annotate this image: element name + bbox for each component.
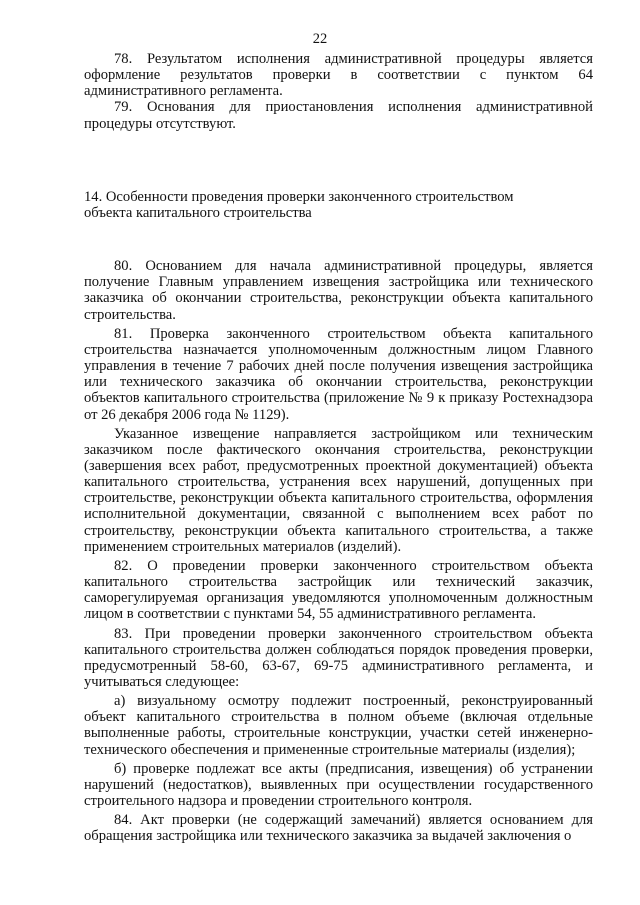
paragraph-78: 78. Результатом исполнения административной процедуры является оформление результатов проверки в соответствии с пунктом 64 административного регламента. [84,51,593,100]
paragraph-82: 82. О проведении проверки законченного строительством объекта капитального строительства застройщик или технический заказчик, саморегулируемая организация уведомляются уполномоченным должностным лицом в соответствии с пунктами 54, 55 административного регламента. [84,557,593,623]
section-heading-line-1: 14. Особенности проведения проверки законченного строительством [84,188,514,205]
paragraph-81: 81. Проверка законченного строительством объекта капитального строительства назначается уполномоченным должностным лицом Главного управления в течение 7 рабочих дней после получения извещения застройщика или технического заказчика об окончании строительства, реконструкции объектов капитального строительства (приложение № 9 к приказу Ростехнадзора от 26 декабря 2006 года № 1129). [84,325,593,423]
paragraph-79: 79. Основания для приостановления исполнения административной процедуры отсутствуют. [84,99,593,132]
section-heading-line-2: объекта капитального строительства [84,204,312,221]
page-number: 22 [312,31,328,47]
section-heading [84,189,593,221]
paragraph-80: 80. Основанием для начала административной процедуры, является получение Главным управлением извещения застройщика или технического заказчика об окончании строительства, реконструкции объекта капитального строительства. [84,258,593,323]
paragraph-83-a: а) визуальному осмотру подлежит построенный, реконструированный объект капитального строительства в полном объеме (включая отдельные выполненные работы, строительные конструкции, участки сетей инженерно-технического обеспечения и примененные строительные материалы (изделия); [84,693,593,758]
document-body [84,51,593,845]
paragraph-83: 83. При проведении проверки законченного строительством объекта капитального строительства должен соблюдаться порядок проведения проверки, предусмотренный 58-60, 63-67, 69-75 административного регламента, и учитываться следующее: [84,625,593,690]
paragraph-84: 84. Акт проверки (не содержащий замечаний) является основанием для обращения застройщика или технического заказчика за выдачей заключения о [84,812,593,845]
paragraph-83-b: б) проверке подлежат все акты (предписания, извещения) об устранении нарушений (недостатков), выявленных при осуществлении государственного строительного надзора и проведении строительного контроля. [84,760,593,810]
paragraph-81-notice: Указанное извещение направляется застройщиком или техническим заказчиком после фактического окончания строительства, реконструкции (завершения всех работ, предусмотренных проектной документацией) объекта капитального строительства, устранения всех нарушений, допущенных при строительстве, реконструкции объекта капитального строительства, оформления исполнительной документации, связанной с выполнением всех работ по строительству, реконструкции объекта капитального строительства, а также применением строительных материалов (изделий). [84,425,593,555]
